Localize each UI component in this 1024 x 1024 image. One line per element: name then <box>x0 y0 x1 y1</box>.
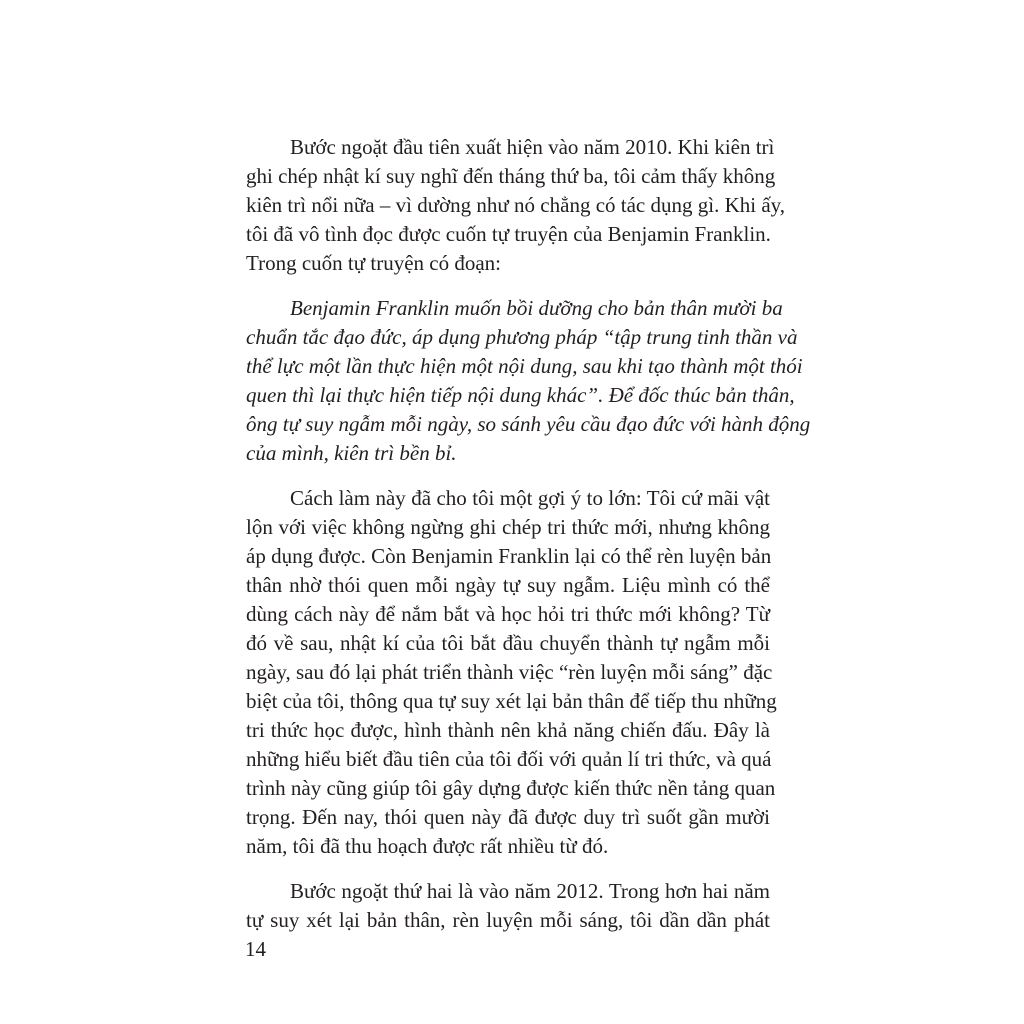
text-line: kiên trì nổi nữa – vì dường như nó chẳng có tác dụng gì. Khi ấy, <box>246 193 786 217</box>
quote-line: quen thì lại thực hiện tiếp nội dung khác”. Để đốc thúc bản thân, <box>246 383 795 407</box>
paragraph-gap <box>246 278 770 294</box>
text-line: tôi đã vô tình đọc được cuốn tự truyện của Benjamin Franklin. <box>246 222 771 246</box>
text-line: đó về sau, nhật kí của tôi bắt đầu chuyển thành tự ngẫm mỗi <box>246 631 770 655</box>
text-line: ghi chép nhật kí suy nghĩ đến tháng thứ ba, tôi cảm thấy không <box>246 164 776 188</box>
quote-line: của mình, kiên trì bền bỉ. <box>246 441 457 465</box>
text-line: tri thức học được, hình thành nên khả năng chiến đấu. Đây là <box>246 718 770 742</box>
text-line: những hiểu biết đầu tiên của tôi đối với quản lí tri thức, và quá <box>246 747 772 771</box>
text-line: ngày, sau đó lại phát triển thành việc “rèn luyện mỗi sáng” đặc <box>246 660 773 684</box>
page-number: 14 <box>245 937 266 961</box>
quote-line: ông tự suy ngẫm mỗi ngày, so sánh yêu cầu đạo đức với hành động <box>246 412 811 436</box>
text-line: Bước ngoặt thứ hai là vào năm 2012. Trong hơn hai năm <box>290 879 770 903</box>
text-line: biệt của tôi, thông qua tự suy xét lại bản thân để tiếp thu những <box>246 689 777 713</box>
paragraph-3 <box>246 877 770 935</box>
paragraph-2 <box>246 484 777 861</box>
quote-line: chuẩn tắc đạo đức, áp dụng phương pháp “tập trung tinh thần và <box>246 325 798 349</box>
text-line: năm, tôi đã thu hoạch được rất nhiều từ đó. <box>246 834 609 858</box>
paragraph-1 <box>246 133 786 278</box>
text-line: Cách làm này đã cho tôi một gợi ý to lớn: Tôi cứ mãi vật <box>290 486 770 510</box>
text-line: thân nhờ thói quen mỗi ngày tự suy ngẫm. Liệu mình có thể <box>246 573 770 597</box>
text-line: lộn với việc không ngừng ghi chép tri thức mới, nhưng không <box>246 515 770 539</box>
paragraph-gap <box>246 468 770 484</box>
text-line: tự suy xét lại bản thân, rèn luyện mỗi sáng, tôi dần dần phát <box>246 908 770 932</box>
text-line: trình này cũng giúp tôi gây dựng được kiến thức nền tảng quan <box>246 776 776 800</box>
quote-paragraph <box>246 294 811 468</box>
text-line: Bước ngoặt đầu tiên xuất hiện vào năm 2010. Khi kiên trì <box>290 135 775 159</box>
quote-line: Benjamin Franklin muốn bồi dưỡng cho bản thân mười ba <box>290 296 783 320</box>
text-line: áp dụng được. Còn Benjamin Franklin lại có thể rèn luyện bản <box>246 544 772 568</box>
quote-line: thể lực một lần thực hiện một nội dung, sau khi tạo thành một thói <box>246 354 803 378</box>
text-line: trọng. Đến nay, thói quen này đã được duy trì suốt gần mười <box>246 805 770 829</box>
text-line: dùng cách này để nắm bắt và học hỏi tri thức mới không? Từ <box>246 602 770 626</box>
text-line: Trong cuốn tự truyện có đoạn: <box>246 251 501 275</box>
paragraph-gap <box>246 861 770 877</box>
body-text <box>246 133 811 935</box>
